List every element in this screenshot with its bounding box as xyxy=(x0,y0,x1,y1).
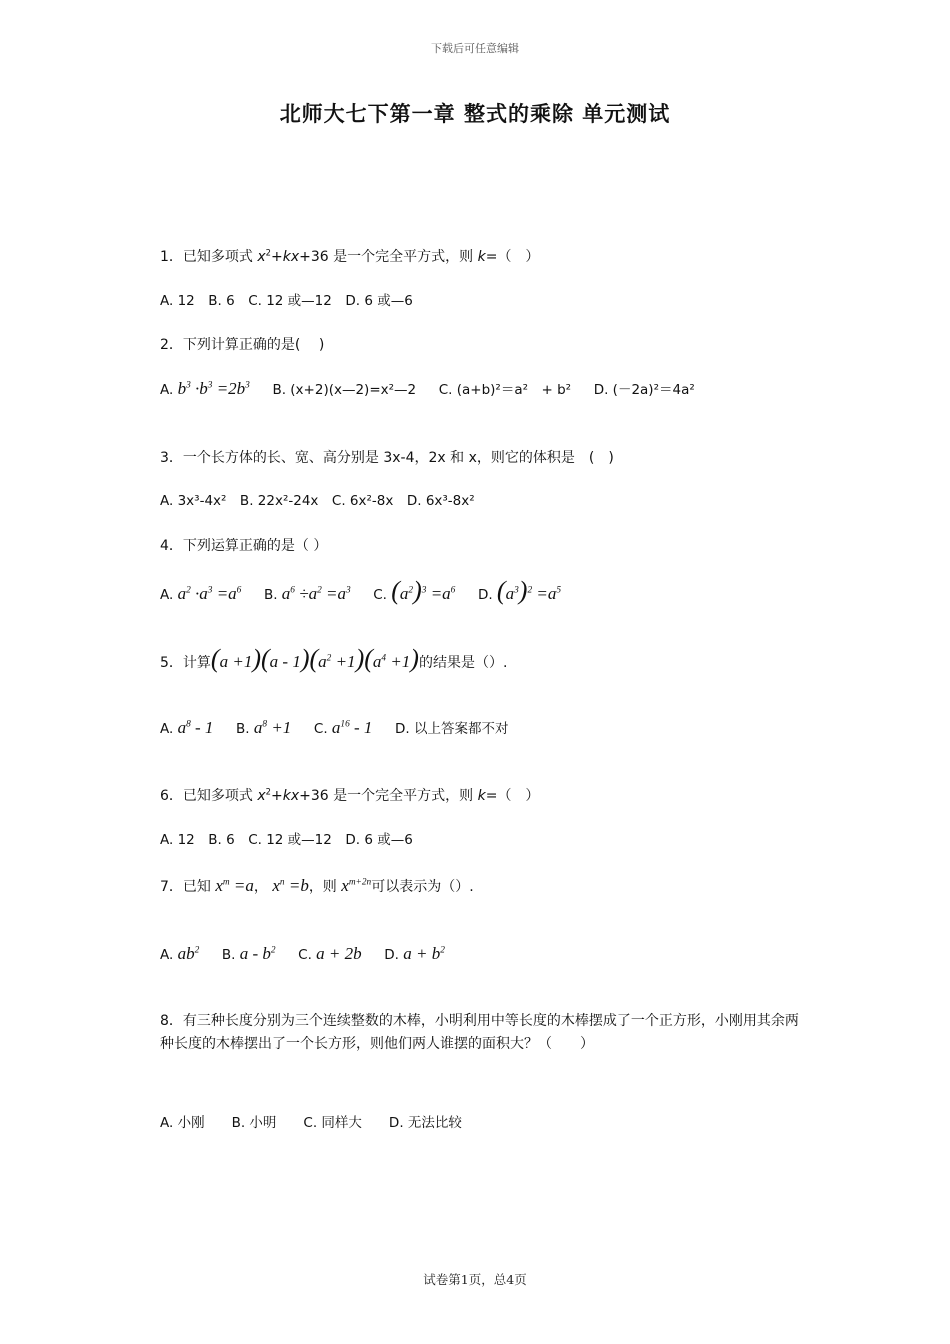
q7-opt-c: C. xyxy=(298,947,312,963)
q2-opt-b: B. (x+2)(x—2)=x²—2 xyxy=(272,382,417,398)
q4-opt-d: D. xyxy=(477,587,493,603)
q6-stem-b: 是一个完全平方式，则 xyxy=(328,788,478,804)
question-8: 8．有三种长度分别为三个连续整数的木棒，小明利用中等长度的木棒摆成了一个正方形，小刚用其余两种长度的木棒摆出了一个长方形，则他们两人谁摆的面积大？（ ） xyxy=(160,1013,799,1052)
q4-math-a: $a^2 \cdot a^3 =a^6$ xyxy=(177,584,242,603)
q1-stem-b: 是一个完全平方式，则 xyxy=(328,249,478,265)
page-footer: 试卷第1页，总4页 xyxy=(423,1272,527,1287)
q7-opt-d: D. xyxy=(384,947,399,963)
q7-math-b: a - $b^2$ xyxy=(239,944,276,963)
q5-stem-b: 的结果是（）. xyxy=(418,655,508,671)
q2-opt-d: D. (－2a)²＝4a² xyxy=(593,382,695,398)
q1-k: k= xyxy=(477,249,498,265)
page-title: 北师大七下第一章 整式的乘除 单元测试 xyxy=(279,102,671,126)
q4-opt-a: A. xyxy=(160,587,174,603)
question-7 xyxy=(160,875,474,898)
q1-poly: $x^2+kx+36$ xyxy=(257,247,329,265)
q7-opt-b: B. xyxy=(221,947,236,963)
q5-opt-d: D. 以上答案都不对 xyxy=(395,721,509,737)
q5-math-b: $a^8 +1$ xyxy=(253,718,292,737)
q4-opt-b: B. xyxy=(263,587,278,603)
question-3: 3．一个长方体的长、宽、高分别是 3x-4，2x 和 x，则它的体积是 ( ) xyxy=(160,450,614,466)
question-5 xyxy=(160,644,508,674)
q5-options xyxy=(160,717,509,740)
q5-math-c: $a^{16} - 1$ xyxy=(331,718,373,737)
q2-opt-a: A. xyxy=(160,382,174,398)
q7-math-1: $x^m =a$ xyxy=(215,876,254,895)
q1-options: A. 12 B. 6 C. 12 或—12 D. 6 或—6 xyxy=(160,293,413,309)
q5-opt-c: C. xyxy=(313,721,328,737)
question-2: 2．下列计算正确的是( ) xyxy=(160,337,325,353)
q7-math-a: $ab^2$ xyxy=(177,944,200,963)
q7-comma: ， xyxy=(253,879,268,895)
q7-then: ，则 xyxy=(308,879,337,895)
page-header: 下载后可任意编辑 xyxy=(431,42,519,55)
q6-poly: $x^2+kx+36$ xyxy=(257,786,329,804)
q2-opt-c: C. (a+b)²＝a² + b² xyxy=(438,382,572,398)
q6-options: A. 12 B. 6 C. 12 或—12 D. 6 或—6 xyxy=(160,832,413,848)
q5-opt-a: A. xyxy=(160,721,174,737)
q8-options: A. 小刚 B. 小明 C. 同样大 D. 无法比较 xyxy=(160,1115,462,1131)
q7-opt-a: A. xyxy=(160,947,174,963)
q4-options xyxy=(160,576,562,606)
q7-math-3: $x^{m+2n}$ xyxy=(341,876,372,895)
q1-stem-a: 1．已知多项式 xyxy=(160,249,258,265)
q5-stem-a: 5．计算 xyxy=(160,655,211,671)
q5-opt-b: B. xyxy=(236,721,250,737)
q5-math-a: $a^8 - 1$ xyxy=(177,718,214,737)
question-1 xyxy=(160,246,539,268)
q6-k: k= xyxy=(477,788,498,804)
q7-stem-a: 7．已知 xyxy=(160,879,211,895)
q1-stem-c: （ ） xyxy=(497,249,540,265)
q6-stem-c: （ ） xyxy=(497,788,540,804)
q5-math: $(a +1)(a - 1)(a^2 +1)(a^4 +1)$ xyxy=(210,644,419,673)
q4-opt-c: C. xyxy=(373,587,387,603)
q7-math-d: $a + b^2$ xyxy=(403,944,445,963)
q4-math-c: $(a^2)^3 =a^6$ xyxy=(391,576,456,605)
q7-math-2: $x^n =b$ xyxy=(272,876,309,895)
q7-math-c: a + 2b xyxy=(316,944,362,963)
q7-stem-b: 可以表示为（）. xyxy=(371,879,474,895)
q2-math-a: $b^3 \cdot b^3 =2b^3$ xyxy=(177,379,250,398)
q7-options xyxy=(160,943,445,966)
question-4: 4．下列运算正确的是（ ） xyxy=(160,538,328,554)
question-6 xyxy=(160,785,539,807)
q3-options: A. 3x³-4x² B. 22x²-24x C. 6x²-8x D. 6x³-8x² xyxy=(160,493,475,509)
q4-math-d: $(a^3)^2 =a^5$ xyxy=(496,576,562,605)
q4-math-b: $a^6 \div a^2 =a^3$ xyxy=(281,584,351,603)
q2-options xyxy=(160,378,695,401)
q6-stem-a: 6．已知多项式 xyxy=(160,788,258,804)
